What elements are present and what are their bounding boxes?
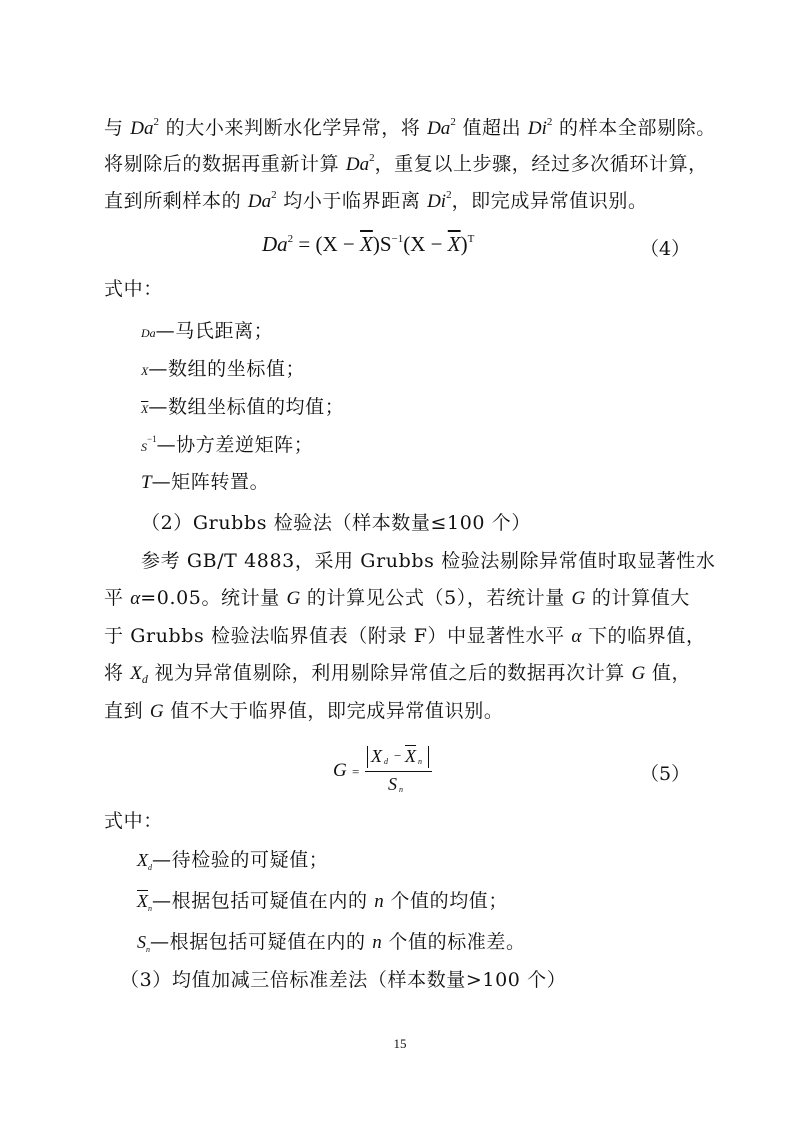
mean-symbol: $\overline{X}$ bbox=[141, 402, 149, 416]
math-symbol: Di bbox=[427, 191, 447, 212]
text: = (X − bbox=[293, 232, 361, 256]
definition-x bbox=[141, 356, 305, 384]
superscript: 2 bbox=[287, 233, 294, 245]
text: ) bbox=[460, 232, 468, 256]
equals-sign: = bbox=[352, 764, 360, 779]
text: 将剔除后的数据再重新计算 bbox=[104, 153, 346, 175]
superscript: 2 bbox=[546, 116, 553, 128]
math-symbol: α bbox=[571, 626, 582, 647]
paragraph-line-2 bbox=[104, 151, 708, 178]
text: 的计算见公式（5），若统计量 bbox=[300, 587, 572, 609]
text: 将 bbox=[104, 662, 131, 684]
superscript: 2 bbox=[271, 189, 277, 201]
math-symbol: S bbox=[137, 932, 146, 952]
text: ，即完成异常值识别。 bbox=[451, 190, 648, 212]
math-symbol: G bbox=[571, 588, 586, 609]
paragraph-line-1 bbox=[104, 115, 716, 142]
text: 直到 bbox=[104, 700, 150, 722]
definition-xn-mean bbox=[137, 888, 508, 915]
formula-4 bbox=[262, 232, 474, 257]
paragraph-line-3 bbox=[104, 188, 648, 215]
math-symbol: X bbox=[137, 850, 148, 870]
math-symbol: n bbox=[372, 932, 382, 953]
abs-bar-right bbox=[428, 746, 429, 768]
superscript: 2 bbox=[446, 189, 452, 201]
text: —协方差逆矩阵； bbox=[156, 434, 314, 456]
math-symbol: X bbox=[141, 364, 149, 378]
paragraph-line bbox=[104, 660, 691, 687]
math-symbol: Da bbox=[141, 326, 156, 340]
section-heading-grubbs: （2）Grubbs 检验法（样本数量≤100 个） bbox=[141, 512, 531, 534]
subscript: n bbox=[399, 785, 403, 794]
text: =0.05。统计量 bbox=[140, 587, 287, 609]
subscript: n bbox=[146, 945, 150, 954]
text: —马氏距离； bbox=[155, 320, 274, 342]
math-symbol: S bbox=[141, 440, 147, 454]
math-symbol: G bbox=[149, 701, 164, 722]
text: —根据包括可疑值在内的 bbox=[152, 890, 375, 912]
text: 的样本全部剔除。 bbox=[552, 117, 716, 139]
subscript: n bbox=[148, 904, 152, 913]
where-label: 式中： bbox=[104, 810, 163, 832]
definition-da bbox=[141, 318, 273, 346]
math-symbol: α bbox=[130, 588, 141, 609]
text: 下的临界值， bbox=[581, 625, 706, 647]
math-symbol: n bbox=[374, 891, 384, 912]
minus-sign: − bbox=[394, 748, 402, 763]
equation-number-4: （4） bbox=[640, 238, 691, 260]
text: 均小于临界距离 bbox=[276, 190, 428, 212]
text: —矩阵转置。 bbox=[151, 471, 270, 493]
mean-symbol: $\overline{X}$ bbox=[137, 891, 148, 911]
text: 值， bbox=[645, 662, 692, 684]
math-symbol: T bbox=[141, 472, 152, 493]
text: ，重复以上步骤，经过多次循环计算， bbox=[374, 153, 708, 175]
text: 与 bbox=[104, 117, 131, 139]
abs-bar-left bbox=[367, 746, 368, 768]
text: 个值的均值； bbox=[383, 890, 508, 912]
subscript: n bbox=[418, 757, 422, 766]
math-symbol: Da bbox=[247, 191, 272, 212]
definition-xbar bbox=[141, 394, 344, 422]
text: 视为异常值剔除，利用剔除异常值之后的数据再次计算 bbox=[147, 662, 632, 684]
fraction-bar bbox=[365, 771, 432, 772]
superscript: −1 bbox=[391, 233, 404, 245]
math-symbol: G bbox=[631, 663, 646, 684]
text: 值超出 bbox=[455, 117, 528, 139]
text: )S bbox=[372, 232, 392, 256]
where-label: 式中： bbox=[104, 278, 163, 300]
text: 的计算值大 bbox=[585, 587, 690, 609]
subscript: d bbox=[148, 863, 152, 872]
math-symbol: Da bbox=[130, 118, 154, 139]
text: —数组的坐标值； bbox=[148, 358, 306, 380]
superscript: 2 bbox=[450, 116, 456, 128]
definition-xd bbox=[137, 847, 328, 873]
superscript: T bbox=[467, 233, 475, 245]
superscript: 2 bbox=[369, 152, 375, 164]
math-symbol: X bbox=[371, 746, 382, 766]
math-symbol: Di bbox=[527, 118, 547, 139]
text: 直到所剩样本的 bbox=[104, 190, 248, 212]
mean-symbol: $\overline{X}$ bbox=[405, 746, 416, 766]
math-symbol: X bbox=[130, 663, 142, 684]
subscript: d bbox=[384, 757, 388, 766]
math-symbol: Da bbox=[427, 118, 451, 139]
text: 平 bbox=[104, 587, 131, 609]
text: —待检验的可疑值； bbox=[152, 849, 329, 871]
mean-symbol: $\overline{X}$ bbox=[360, 232, 373, 256]
superscript: −1 bbox=[147, 434, 157, 444]
definition-sn bbox=[137, 929, 526, 956]
text: 的大小来判断水化学异常，将 bbox=[158, 117, 428, 139]
text: (X − bbox=[403, 232, 448, 256]
text: —根据包括可疑值在内的 bbox=[150, 931, 373, 953]
math-symbol: G bbox=[333, 760, 347, 781]
paragraph-line bbox=[104, 698, 503, 725]
paragraph-line bbox=[104, 585, 690, 612]
math-symbol: S bbox=[388, 774, 397, 794]
paragraph-line bbox=[104, 623, 706, 650]
superscript: 2 bbox=[153, 116, 159, 128]
text: 于 Grubbs 检验法临界值表（附录 F）中显著性水平 bbox=[104, 625, 572, 647]
equation-number-5: （5） bbox=[640, 763, 691, 785]
definition-s-inverse bbox=[141, 432, 313, 460]
math-symbol: Da bbox=[345, 154, 370, 175]
paragraph-line: 参考 GB/T 4883，采用 Grubbs 检验法剔除异常值时取显著性水 bbox=[141, 550, 716, 572]
math-symbol: Da bbox=[262, 232, 288, 256]
text: —数组坐标值的均值； bbox=[148, 396, 345, 418]
subscript: d bbox=[141, 672, 148, 686]
math-symbol: G bbox=[286, 588, 301, 609]
definition-t bbox=[141, 469, 269, 496]
mean-symbol: $\overline{X}$ bbox=[447, 232, 461, 256]
text: 个值的标准差。 bbox=[381, 931, 526, 953]
section-heading-three-sigma: （3）均值加减三倍标准差法（样本数量>100 个） bbox=[120, 969, 567, 991]
text: 值不大于临界值，即完成异常值识别。 bbox=[163, 700, 504, 722]
page-number: 15 bbox=[393, 1036, 407, 1051]
